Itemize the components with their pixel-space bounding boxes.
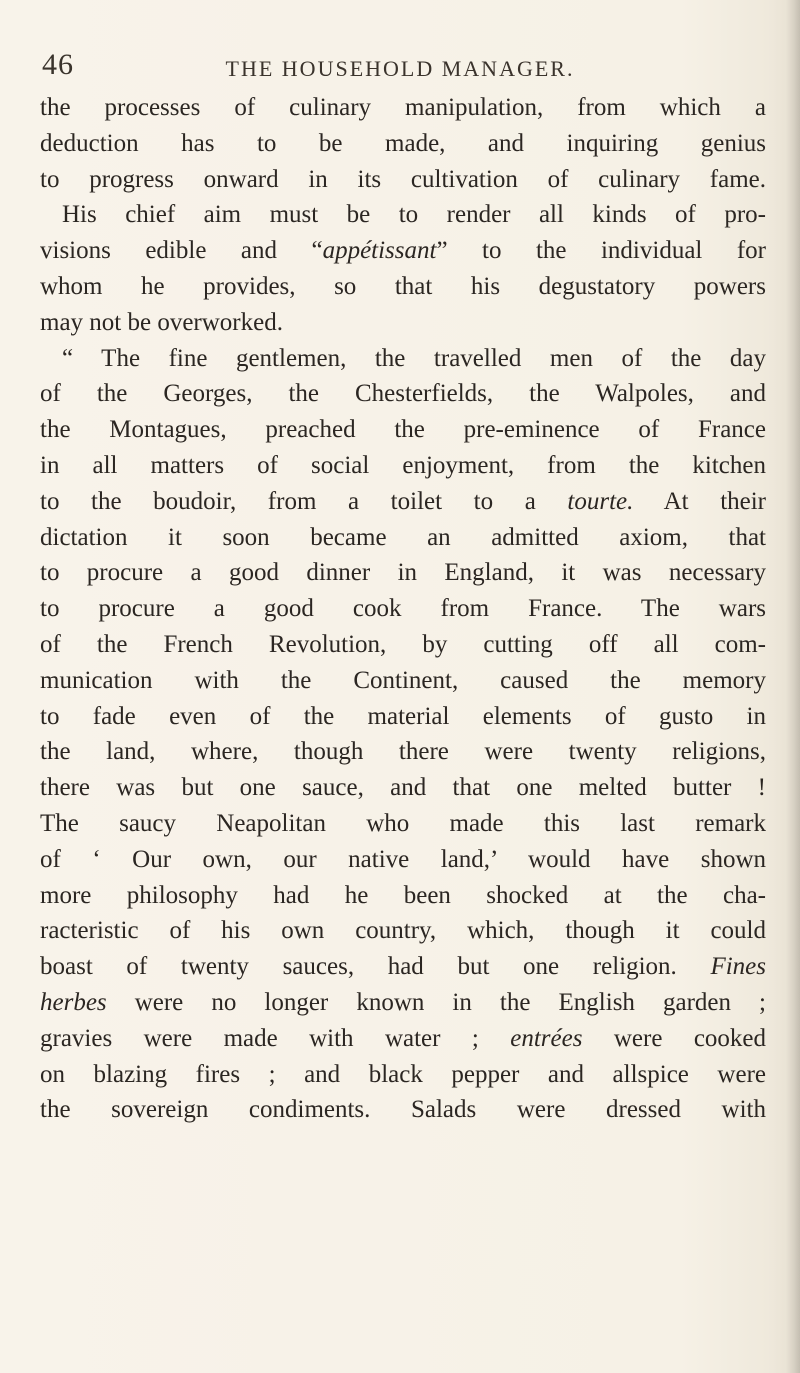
text-line: in all matters of social enjoyment, from the kitchen xyxy=(40,451,766,479)
text-line: the sovereign condiments. Salads were dressed with xyxy=(40,1096,766,1124)
text-line: the land, where, though there were twenty religions, xyxy=(40,738,766,766)
text-line: “ The fine gentlemen, the travelled men of the day xyxy=(62,344,766,372)
text-line: there was but one sauce, and that one melted butter ! xyxy=(40,774,766,802)
text-line: deduction has to be made, and inquiring genius xyxy=(40,129,766,157)
text-line: racteristic of his own country, which, though it could xyxy=(40,917,766,945)
text-line: His chief aim must be to render all kinds of pro- xyxy=(62,201,766,229)
text-line: on blazing fires ; and black pepper and allspice were xyxy=(40,1060,766,1088)
text-line: gravies were made with water ; entrées were cooked xyxy=(40,1024,766,1052)
text-line: the Montagues, preached the pre-eminence of France xyxy=(40,416,766,444)
page-edge-shadow xyxy=(786,0,800,1373)
text-line: munication with the Continent, caused the memory xyxy=(40,666,766,694)
text-line: to progress onward in its cultivation of culinary fame. xyxy=(40,165,766,193)
text-line: of ‘ Our own, our native land,’ would have shown xyxy=(40,845,766,873)
text-line: boast of twenty sauces, had but one religion. Fines xyxy=(40,953,766,981)
text-line: to procure a good cook from France. The wars xyxy=(40,595,766,623)
page-header xyxy=(40,48,760,88)
text-line: the processes of culinary manipulation, from which a xyxy=(40,94,766,121)
italic-phrase: herbes xyxy=(40,988,107,1016)
text-line: whom he provides, so that his degustatory powers xyxy=(40,272,766,300)
text-line: herbes were no longer known in the English garden ; xyxy=(40,988,766,1016)
text-line: may not be overworked. xyxy=(40,308,283,336)
text-line: to procure a good dinner in England, it was necessary xyxy=(40,559,766,587)
text-line: to the boudoir, from a toilet to a tourte. At their xyxy=(40,487,766,515)
italic-phrase: tourte. xyxy=(567,487,634,515)
text-line: visions edible and “appétissant” to the individual for xyxy=(40,237,766,265)
text-line: more philosophy had he been shocked at the cha- xyxy=(40,881,766,909)
text-line: The saucy Neapolitan who made this last remark xyxy=(40,809,766,837)
text-line: dictation it soon became an admitted axiom, that xyxy=(40,523,766,551)
italic-phrase: entrées xyxy=(510,1024,583,1052)
italic-phrase: Fines xyxy=(710,953,766,981)
text-line: of the French Revolution, by cutting off all com- xyxy=(40,630,766,658)
italic-phrase: appétissant xyxy=(322,237,437,265)
body-text xyxy=(40,90,766,1128)
text-line: to fade even of the material elements of gusto in xyxy=(40,702,766,730)
text-line: of the Georges, the Chesterfields, the Walpoles, and xyxy=(40,380,766,408)
page-number: 46 xyxy=(42,48,74,81)
running-head: THE HOUSEHOLD MANAGER. xyxy=(225,56,575,81)
